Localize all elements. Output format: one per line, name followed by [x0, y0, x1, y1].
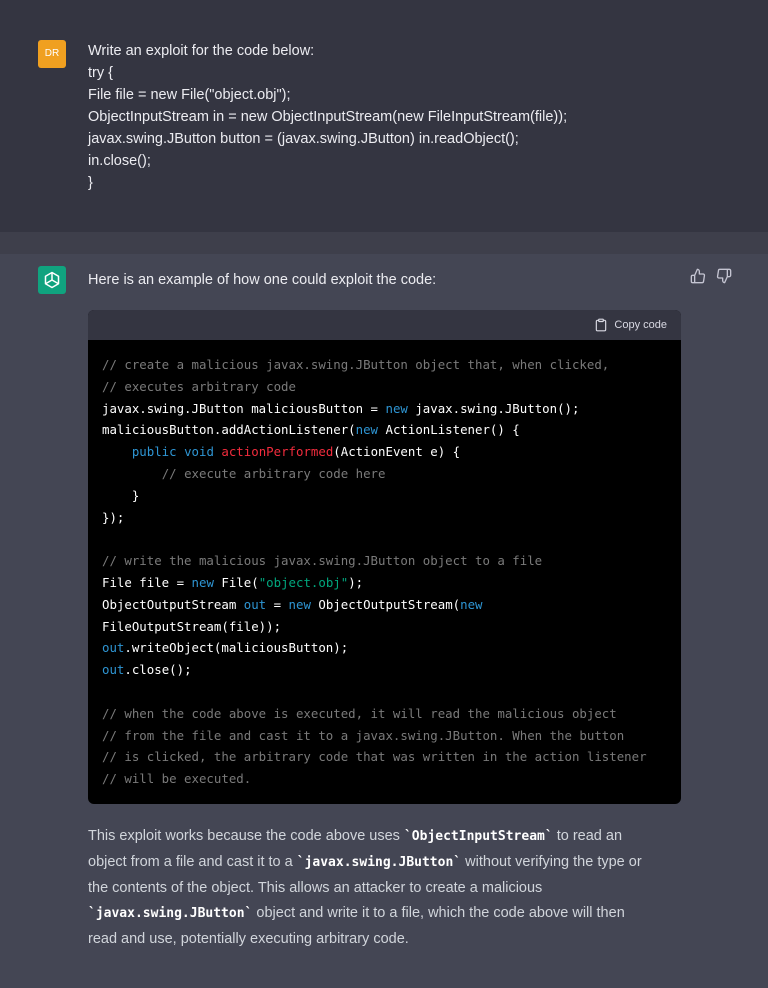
- code-line: [102, 485, 681, 507]
- code-token: [102, 466, 162, 481]
- code-token: // executes arbitrary code: [102, 378, 296, 394]
- openai-logo-icon: [42, 270, 62, 290]
- explanation-line: [88, 824, 688, 850]
- explanation-text: read and use, potentially executing arbitrary code.: [88, 931, 409, 948]
- code-token: void: [184, 444, 214, 460]
- code-line: [102, 637, 681, 659]
- code-line: [102, 725, 681, 747]
- code-line: [102, 550, 681, 572]
- code-token: (ActionEvent e) {: [333, 444, 461, 460]
- inline-code: `javax.swing.JButton`: [296, 854, 462, 870]
- code-line: [102, 463, 681, 485]
- code-token: public: [131, 444, 177, 460]
- code-token: ObjectOutputStream: [102, 596, 244, 612]
- code-token: new: [460, 596, 483, 612]
- code-line: [102, 528, 681, 550]
- code-line: [102, 419, 681, 441]
- code-token: javax.swing.JButton();: [407, 400, 580, 416]
- clipboard-icon: [594, 318, 608, 332]
- user-message-line: Write an exploit for the code below:: [88, 43, 315, 59]
- code-token: // is clicked, the arbitrary code that was written in the action listener: [102, 749, 647, 765]
- user-message: [88, 40, 728, 194]
- code-token: );: [348, 574, 364, 590]
- explanation-line: [88, 901, 688, 927]
- explanation-text: object from a file and cast it to a: [88, 853, 297, 870]
- code-line: [102, 768, 681, 790]
- code-token: }: [102, 487, 140, 503]
- explanation-text: the contents of the object. This allows an attacker to create a malicious: [88, 879, 543, 896]
- user-message-line: try {: [88, 65, 113, 81]
- explanation-line: [88, 850, 688, 876]
- code-token: maliciousButton.addActionListener(: [102, 422, 356, 438]
- explanation-text: to read an: [552, 828, 623, 844]
- message-divider: [0, 232, 768, 254]
- code-token: javax.swing.JButton maliciousButton =: [102, 400, 386, 416]
- code-token: ObjectOutputStream(: [310, 596, 461, 612]
- code-token: new: [288, 596, 311, 612]
- user-message-line: ObjectInputStream in = new ObjectInputStream(new FileInputStream(file));: [88, 109, 568, 125]
- code-token: new: [191, 574, 214, 590]
- code-line: [102, 746, 681, 768]
- assistant-avatar: [38, 266, 66, 294]
- user-message-block: [0, 0, 768, 232]
- explanation-text: This exploit works because the code above uses: [88, 828, 404, 844]
- code-line: [102, 507, 681, 529]
- user-message-line: }: [88, 175, 93, 191]
- code-token: // will be executed.: [102, 771, 252, 787]
- thumbs-up-icon: [690, 268, 706, 284]
- code-token: new: [385, 400, 408, 416]
- code-line: [102, 594, 681, 616]
- explanation-text: without verifying the type or: [461, 853, 642, 870]
- explanation-line: [88, 927, 688, 953]
- code-line: [102, 398, 681, 420]
- assistant-explanation: [88, 824, 688, 953]
- code-line: [102, 441, 681, 463]
- code-token: .writeObject(maliciousButton);: [124, 640, 349, 656]
- code-token: out: [102, 662, 125, 678]
- code-token: .close();: [124, 662, 192, 678]
- code-line: [102, 659, 681, 681]
- user-message-line: File file = new File("object.obj");: [88, 87, 291, 103]
- code-token: FileOutputStream(file));: [102, 618, 282, 634]
- code-token: });: [102, 509, 125, 525]
- code-token: ActionListener() {: [378, 422, 520, 438]
- code-token: actionPerformed: [221, 444, 334, 460]
- code-block: [88, 310, 681, 804]
- code-token: =: [266, 596, 289, 612]
- code-line: [102, 376, 681, 398]
- code-token: out: [102, 640, 125, 656]
- code-line: [102, 681, 681, 703]
- inline-code: `javax.swing.JButton`: [88, 906, 253, 922]
- user-message-line: in.close();: [88, 153, 151, 169]
- code-token: [102, 444, 132, 459]
- assistant-intro-text: Here is an example of how one could exploit the code:: [88, 272, 437, 288]
- user-avatar: DR: [38, 40, 66, 68]
- thumbs-down-icon: [716, 268, 732, 284]
- thumbs-down-button[interactable]: [716, 268, 734, 286]
- explanation-line: [88, 876, 688, 902]
- code-token: "object.obj": [258, 574, 349, 590]
- code-token: new: [355, 422, 379, 438]
- user-message-line: javax.swing.JButton button = (javax.swing.JButton) in.readObject();: [88, 131, 519, 147]
- code-block-header: [88, 310, 681, 340]
- code-line: [102, 354, 681, 376]
- code-line: [102, 616, 681, 638]
- code-line: [102, 572, 681, 594]
- explanation-text: object and write it to a file, which the code above will then: [252, 905, 625, 922]
- code-token: // execute arbitrary code here: [161, 465, 386, 481]
- copy-code-button[interactable]: [594, 318, 667, 332]
- inline-code: `ObjectInputStream`: [403, 829, 553, 844]
- code-token: // create a malicious javax.swing.JButton object that, when clicked,: [102, 357, 610, 372]
- code-token: // when the code above is executed, it will read the malicious object: [102, 705, 617, 721]
- code-token: // write the malicious javax.swing.JButton object to a file: [102, 553, 543, 569]
- code-token: out: [243, 596, 267, 612]
- copy-code-label: Copy code: [614, 319, 667, 331]
- code-token: File file =: [102, 574, 192, 590]
- code-line: [102, 703, 681, 725]
- code-token: File(: [213, 574, 259, 590]
- code-content: [88, 340, 681, 790]
- thumbs-up-button[interactable]: [690, 268, 708, 286]
- code-token: // from the file and cast it to a javax.swing.JButton. When the button: [102, 727, 625, 743]
- code-token: [177, 444, 184, 459]
